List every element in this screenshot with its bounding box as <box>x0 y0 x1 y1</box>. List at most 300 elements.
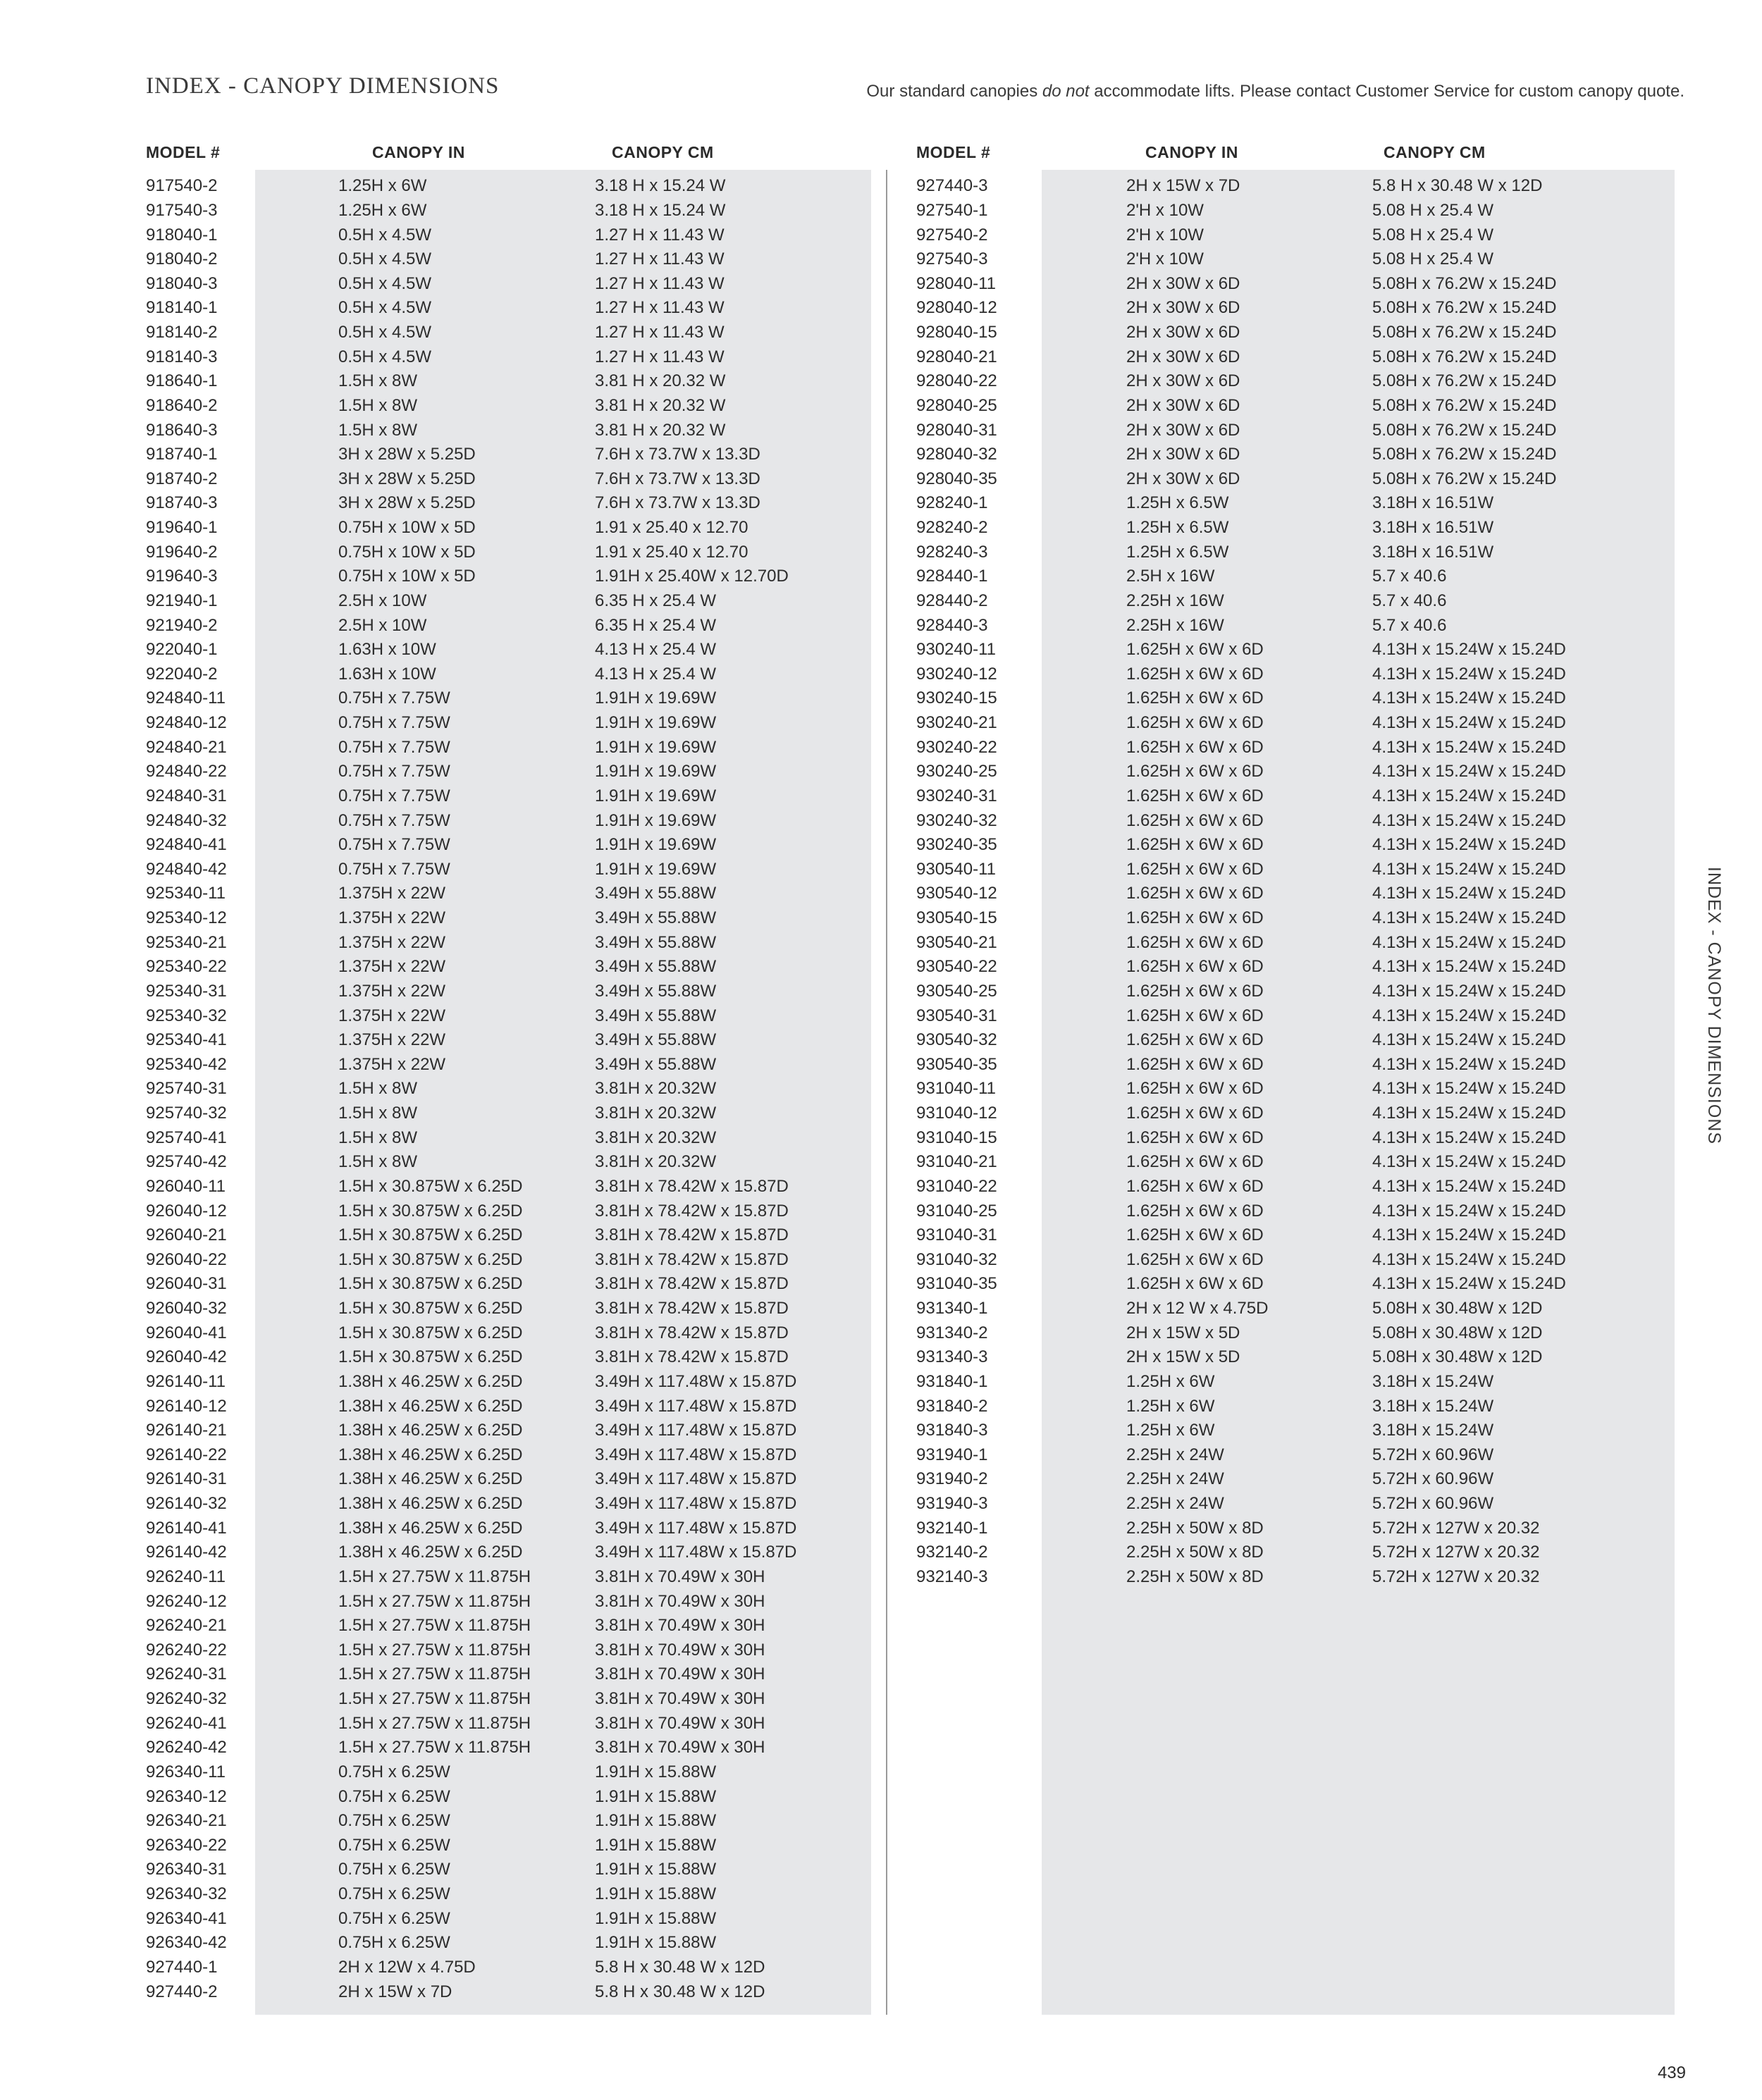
model-number: 926340-22 <box>146 1835 227 1855</box>
model-number: 926340-12 <box>146 1786 227 1806</box>
table-row <box>916 394 1670 419</box>
canopy-cm-value: 1.27 H x 11.43 W <box>595 273 725 293</box>
column-divider <box>886 170 887 2015</box>
canopy-in-value: 1.25H x 6W <box>338 200 427 220</box>
canopy-cm-value: 1.91H x 19.69W <box>595 810 717 830</box>
table-row <box>146 930 865 955</box>
model-number: 930540-25 <box>916 981 997 1001</box>
canopy-cm-value: 5.08H x 76.2W x 15.24D <box>1372 469 1557 488</box>
canopy-in-value: 1.38H x 46.25W x 6.25D <box>338 1421 523 1440</box>
canopy-cm-value: 3.49H x 117.48W x 15.87D <box>595 1445 797 1464</box>
model-number: 918640-1 <box>146 371 218 391</box>
canopy-cm-value: 5.08H x 76.2W x 15.24D <box>1372 445 1557 464</box>
canopy-in-value: 1.625H x 6W x 6D <box>1126 1054 1264 1074</box>
canopy-cm-value: 7.6H x 73.7W x 13.3D <box>595 445 760 464</box>
canopy-in-value: 2.25H x 16W <box>1126 591 1224 610</box>
canopy-cm-value: 1.91H x 15.88W <box>595 1908 717 1928</box>
model-number: 926240-11 <box>146 1567 226 1586</box>
canopy-in-value: 3H x 28W x 5.25D <box>338 469 476 488</box>
canopy-cm-value: 3.81H x 20.32W <box>595 1079 717 1099</box>
canopy-in-value: 0.75H x 7.75W <box>338 810 450 830</box>
canopy-cm-value: 5.08H x 30.48W x 12D <box>1372 1299 1543 1318</box>
canopy-cm-value: 3.18 H x 15.24 W <box>595 176 726 196</box>
canopy-cm-value: 5.08H x 30.48W x 12D <box>1372 1347 1543 1367</box>
table-row <box>146 564 865 589</box>
canopy-in-value: 1.38H x 46.25W x 6.25D <box>338 1445 523 1464</box>
table-row <box>146 1053 865 1077</box>
canopy-in-value: 1.5H x 8W <box>338 371 418 391</box>
model-number: 931840-1 <box>916 1371 988 1391</box>
canopy-in-value: 2.5H x 10W <box>338 615 427 635</box>
model-number: 918040-1 <box>146 225 218 245</box>
canopy-in-value: 0.75H x 6.25W <box>338 1786 450 1806</box>
table-row <box>146 418 865 443</box>
table-row <box>146 833 865 858</box>
table-row <box>146 1223 865 1248</box>
model-number: 924840-31 <box>146 786 227 805</box>
table-row <box>916 174 1670 199</box>
model-number: 928040-32 <box>916 445 997 464</box>
canopy-in-value: 1.5H x 30.875W x 6.25D <box>338 1323 523 1342</box>
note-emphasis: do not <box>1042 82 1090 101</box>
table-row <box>146 199 865 223</box>
model-number: 930240-21 <box>916 713 997 733</box>
model-number: 928040-15 <box>916 323 997 342</box>
table-row <box>916 1101 1670 1126</box>
canopy-in-value: 1.5H x 27.75W x 11.875H <box>338 1738 531 1758</box>
canopy-cm-value: 3.81H x 70.49W x 30H <box>595 1738 765 1758</box>
canopy-cm-value: 3.18H x 15.24W <box>1372 1396 1494 1416</box>
table-row <box>146 1809 865 1834</box>
table-row <box>146 1565 865 1590</box>
canopy-in-value: 1.38H x 46.25W x 6.25D <box>338 1371 523 1391</box>
canopy-in-value: 1.375H x 22W <box>338 932 446 952</box>
table-row <box>146 1419 865 1443</box>
table-row <box>146 1297 865 1321</box>
canopy-in-value: 2H x 15W x 5D <box>1126 1347 1240 1367</box>
canopy-in-value: 1.5H x 27.75W x 11.875H <box>338 1616 531 1636</box>
canopy-cm-value: 5.72H x 60.96W <box>1372 1469 1494 1489</box>
canopy-in-value: 3H x 28W x 5.25D <box>338 445 476 464</box>
model-number: 918740-2 <box>146 469 218 488</box>
canopy-in-value: 1.375H x 22W <box>338 1054 446 1074</box>
canopy-in-value: 2.25H x 50W x 8D <box>1126 1567 1264 1586</box>
canopy-cm-value: 3.49H x 55.88W <box>595 908 717 928</box>
table-row <box>146 1394 865 1419</box>
canopy-cm-value: 4.13H x 15.24W x 15.24D <box>1372 713 1566 733</box>
table-row <box>146 1125 865 1150</box>
model-number: 926140-11 <box>146 1371 226 1391</box>
table-row <box>146 662 865 687</box>
table-row <box>916 1003 1670 1028</box>
canopy-cm-value: 4.13H x 15.24W x 15.24D <box>1372 1006 1566 1025</box>
model-number: 919640-1 <box>146 518 218 538</box>
canopy-cm-value: 5.72H x 60.96W <box>1372 1494 1494 1514</box>
canopy-cm-value: 1.91H x 25.40W x 12.70D <box>595 567 789 586</box>
canopy-in-value: 0.75H x 6.25W <box>338 1933 450 1953</box>
canopy-cm-value: 4.13H x 15.24W x 15.24D <box>1372 1274 1566 1294</box>
canopy-cm-value: 6.35 H x 25.4 W <box>595 591 717 610</box>
canopy-in-value: 1.5H x 30.875W x 6.25D <box>338 1299 523 1318</box>
table-row <box>146 1858 865 1882</box>
canopy-cm-value: 4.13H x 15.24W x 15.24D <box>1372 762 1566 782</box>
canopy-cm-value: 3.49H x 117.48W x 15.87D <box>595 1421 797 1440</box>
table-row <box>146 467 865 492</box>
model-number: 932140-2 <box>916 1543 988 1562</box>
table-row <box>146 174 865 199</box>
canopy-in-value: 0.5H x 4.5W <box>338 225 432 245</box>
table-row <box>146 223 865 247</box>
model-number: 918140-2 <box>146 323 218 342</box>
canopy-cm-value: 4.13 H x 25.4 W <box>595 664 717 684</box>
canopy-in-value: 2'H x 10W <box>1126 249 1204 269</box>
model-number: 928040-21 <box>916 347 997 366</box>
canopy-cm-value: 5.08H x 76.2W x 15.24D <box>1372 273 1557 293</box>
model-number: 931040-15 <box>916 1128 997 1147</box>
table-row <box>916 1443 1670 1468</box>
canopy-in-value: 1.5H x 27.75W x 11.875H <box>338 1567 531 1586</box>
model-number: 928240-2 <box>916 518 988 538</box>
table-row <box>146 808 865 833</box>
canopy-in-value: 2.25H x 24W <box>1126 1445 1224 1464</box>
model-number: 925340-32 <box>146 1006 227 1025</box>
model-number: 930540-12 <box>916 884 997 903</box>
table-row <box>916 1248 1670 1273</box>
table-row <box>916 1565 1670 1590</box>
table-row <box>916 686 1670 711</box>
canopy-in-value: 2H x 15W x 5D <box>1126 1323 1240 1342</box>
canopy-in-value: 0.5H x 4.5W <box>338 249 432 269</box>
canopy-cm-value: 3.18 H x 15.24 W <box>595 200 726 220</box>
model-number: 931940-1 <box>916 1445 988 1464</box>
model-number: 930240-12 <box>916 664 997 684</box>
canopy-in-value: 1.625H x 6W x 6D <box>1126 762 1264 782</box>
table-row <box>146 1272 865 1297</box>
table-row <box>146 540 865 564</box>
table-row <box>146 272 865 297</box>
canopy-in-value: 0.5H x 4.5W <box>338 298 432 318</box>
canopy-in-value: 1.5H x 8W <box>338 1128 418 1147</box>
canopy-cm-value: 3.81H x 70.49W x 30H <box>595 1591 765 1611</box>
canopy-cm-value: 4.13H x 15.24W x 15.24D <box>1372 1225 1566 1245</box>
canopy-in-value: 1.25H x 6W <box>338 176 427 196</box>
canopy-in-value: 2.25H x 24W <box>1126 1494 1224 1514</box>
table-row <box>146 1736 865 1760</box>
model-number: 926340-21 <box>146 1811 227 1831</box>
model-number: 925740-31 <box>146 1079 227 1099</box>
canopy-cm-value: 1.27 H x 11.43 W <box>595 347 725 366</box>
model-number: 930240-32 <box>916 810 997 830</box>
canopy-cm-value: 5.08 H x 25.4 W <box>1372 249 1494 269</box>
table-row <box>146 1443 865 1468</box>
model-number: 930540-32 <box>916 1030 997 1050</box>
canopy-cm-value: 3.81H x 78.42W x 15.87D <box>595 1347 789 1367</box>
model-number: 926040-32 <box>146 1299 227 1318</box>
canopy-in-value: 2H x 30W x 6D <box>1126 445 1240 464</box>
canopy-in-value: 1.5H x 27.75W x 11.875H <box>338 1591 531 1611</box>
canopy-in-value: 3H x 28W x 5.25D <box>338 493 476 513</box>
table-row <box>146 980 865 1004</box>
table-row <box>916 369 1670 394</box>
model-number: 928440-3 <box>916 615 988 635</box>
canopy-cm-value: 3.18H x 15.24W <box>1372 1371 1494 1391</box>
canopy-cm-value: 4.13H x 15.24W x 15.24D <box>1372 908 1566 928</box>
model-number: 926340-31 <box>146 1860 227 1879</box>
model-number: 925740-41 <box>146 1128 227 1147</box>
table-row <box>916 223 1670 247</box>
table-row <box>146 369 865 394</box>
canopy-in-value: 1.625H x 6W x 6D <box>1126 688 1264 708</box>
canopy-in-value: 2H x 12 W x 4.75D <box>1126 1299 1269 1318</box>
canopy-cm-value: 1.91H x 15.88W <box>595 1933 717 1953</box>
model-number: 928240-3 <box>916 542 988 562</box>
canopy-cm-value: 1.91H x 19.69W <box>595 835 717 855</box>
canopy-cm-value: 3.81 H x 20.32 W <box>595 371 726 391</box>
canopy-cm-value: 4.13H x 15.24W x 15.24D <box>1372 932 1566 952</box>
table-row <box>916 296 1670 321</box>
canopy-cm-value: 5.8 H x 30.48 W x 12D <box>1372 176 1543 196</box>
canopy-cm-value: 1.91H x 19.69W <box>595 713 717 733</box>
canopy-in-value: 1.5H x 8W <box>338 1104 418 1123</box>
table-row <box>146 1614 865 1638</box>
canopy-cm-value: 3.81H x 70.49W x 30H <box>595 1640 765 1660</box>
model-number: 918040-3 <box>146 273 218 293</box>
canopy-cm-value: 5.08 H x 25.4 W <box>1372 225 1494 245</box>
canopy-cm-value: 1.91H x 19.69W <box>595 859 717 879</box>
model-number: 930240-11 <box>916 640 996 660</box>
canopy-in-value: 2'H x 10W <box>1126 200 1204 220</box>
canopy-in-value: 2H x 30W x 6D <box>1126 273 1240 293</box>
canopy-in-value: 1.25H x 6W <box>1126 1396 1215 1416</box>
model-number: 927440-2 <box>146 1982 218 2001</box>
model-number: 919640-3 <box>146 567 218 586</box>
table-row <box>146 638 865 662</box>
model-number: 930240-31 <box>916 786 997 805</box>
table-row <box>146 1028 865 1053</box>
canopy-cm-value: 6.35 H x 25.4 W <box>595 615 717 635</box>
model-number: 928440-2 <box>916 591 988 610</box>
canopy-in-value: 1.375H x 22W <box>338 1006 446 1025</box>
canopy-in-value: 0.75H x 6.25W <box>338 1860 450 1879</box>
canopy-in-value: 1.63H x 10W <box>338 664 436 684</box>
canopy-in-value: 2H x 30W x 6D <box>1126 371 1240 391</box>
table-row <box>916 418 1670 443</box>
table-row <box>916 345 1670 369</box>
model-number: 926140-21 <box>146 1421 227 1440</box>
canopy-cm-value: 1.27 H x 11.43 W <box>595 323 725 342</box>
canopy-in-value: 0.75H x 7.75W <box>338 713 450 733</box>
page-title: INDEX - CANOPY DIMENSIONS <box>146 73 500 99</box>
table-row <box>916 564 1670 589</box>
canopy-cm-value: 3.81H x 78.42W x 15.87D <box>595 1249 789 1269</box>
canopy-cm-value: 5.72H x 127W x 20.32 <box>1372 1567 1540 1586</box>
page-number: 439 <box>1657 2063 1686 2082</box>
canopy-cm-value: 4.13H x 15.24W x 15.24D <box>1372 737 1566 757</box>
canopy-cm-value: 5.8 H x 30.48 W x 12D <box>595 1982 765 2001</box>
model-number: 925740-32 <box>146 1104 227 1123</box>
canopy-in-value: 1.625H x 6W x 6D <box>1126 1128 1264 1147</box>
canopy-cm-value: 4.13H x 15.24W x 15.24D <box>1372 1176 1566 1196</box>
table-row <box>916 443 1670 467</box>
canopy-in-value: 1.625H x 6W x 6D <box>1126 1079 1264 1099</box>
canopy-in-value: 0.5H x 4.5W <box>338 347 432 366</box>
table-row <box>916 1394 1670 1419</box>
model-number: 924840-21 <box>146 737 227 757</box>
canopy-in-value: 2H x 30W x 6D <box>1126 347 1240 366</box>
table-row <box>146 1589 865 1614</box>
model-number: 926140-12 <box>146 1396 227 1416</box>
canopy-in-value: 1.625H x 6W x 6D <box>1126 737 1264 757</box>
table-row <box>146 1150 865 1175</box>
model-number: 931040-11 <box>916 1079 996 1099</box>
model-number: 924840-12 <box>146 713 227 733</box>
model-number: 926140-22 <box>146 1445 227 1464</box>
canopy-in-value: 1.625H x 6W x 6D <box>1126 1274 1264 1294</box>
canopy-cm-value: 7.6H x 73.7W x 13.3D <box>595 469 760 488</box>
table-row <box>916 808 1670 833</box>
model-number: 932140-1 <box>916 1518 988 1538</box>
canopy-cm-value: 4.13H x 15.24W x 15.24D <box>1372 1249 1566 1269</box>
model-number: 931940-2 <box>916 1469 988 1489</box>
canopy-cm-value: 4.13H x 15.24W x 15.24D <box>1372 1079 1566 1099</box>
canopy-cm-value: 7.6H x 73.7W x 13.3D <box>595 493 760 513</box>
model-number: 926140-31 <box>146 1469 227 1489</box>
canopy-cm-value: 1.91H x 19.69W <box>595 688 717 708</box>
table-row <box>916 1492 1670 1517</box>
model-number: 931340-2 <box>916 1323 988 1342</box>
model-number: 931840-2 <box>916 1396 988 1416</box>
model-number: 926040-22 <box>146 1249 227 1269</box>
table-row <box>916 272 1670 297</box>
canopy-in-value: 0.75H x 6.25W <box>338 1835 450 1855</box>
model-number: 924840-32 <box>146 810 227 830</box>
model-number: 932140-3 <box>916 1567 988 1586</box>
model-number: 930540-11 <box>916 859 996 879</box>
table-row <box>916 784 1670 809</box>
note-prefix: Our standard canopies <box>866 82 1042 101</box>
canopy-in-value: 1.625H x 6W x 6D <box>1126 981 1264 1001</box>
canopy-in-value: 1.625H x 6W x 6D <box>1126 1104 1264 1123</box>
canopy-cm-value: 3.81H x 20.32W <box>595 1152 717 1172</box>
canopy-in-value: 1.5H x 30.875W x 6.25D <box>338 1274 523 1294</box>
canopy-cm-value: 5.7 x 40.6 <box>1372 615 1447 635</box>
canopy-in-value: 1.5H x 8W <box>338 1152 418 1172</box>
canopy-in-value: 2.25H x 16W <box>1126 615 1224 635</box>
table-row <box>916 516 1670 541</box>
model-number: 926240-31 <box>146 1664 227 1684</box>
canopy-cm-value: 3.81H x 78.42W x 15.87D <box>595 1299 789 1318</box>
table-row <box>146 1931 865 1956</box>
canopy-cm-value: 3.18H x 15.24W <box>1372 1421 1494 1440</box>
canopy-in-value: 2'H x 10W <box>1126 225 1204 245</box>
canopy-in-value: 1.625H x 6W x 6D <box>1126 859 1264 879</box>
canopy-cm-value: 3.49H x 117.48W x 15.87D <box>595 1469 797 1489</box>
table-row <box>916 711 1670 736</box>
canopy-in-value: 1.625H x 6W x 6D <box>1126 1152 1264 1172</box>
table-row <box>146 516 865 541</box>
canopy-in-value: 1.625H x 6W x 6D <box>1126 1249 1264 1269</box>
model-number: 926340-41 <box>146 1908 227 1928</box>
model-number: 924840-22 <box>146 762 227 782</box>
canopy-in-value: 2.25H x 24W <box>1126 1469 1224 1489</box>
table-row <box>916 1199 1670 1223</box>
table-row <box>916 540 1670 564</box>
table-row <box>916 1175 1670 1199</box>
canopy-in-value: 1.5H x 8W <box>338 1079 418 1099</box>
canopy-in-value: 1.5H x 8W <box>338 395 418 415</box>
canopy-cm-value: 4.13H x 15.24W x 15.24D <box>1372 1054 1566 1074</box>
table-row <box>916 735 1670 760</box>
canopy-in-value: 0.75H x 6.25W <box>338 1811 450 1831</box>
canopy-cm-value: 4.13H x 15.24W x 15.24D <box>1372 981 1566 1001</box>
canopy-in-value: 1.38H x 46.25W x 6.25D <box>338 1494 523 1514</box>
canopy-cm-value: 5.08H x 30.48W x 12D <box>1372 1323 1543 1342</box>
model-number: 927540-3 <box>916 249 988 269</box>
table-row <box>146 1711 865 1736</box>
canopy-cm-value: 5.72H x 127W x 20.32 <box>1372 1543 1540 1562</box>
model-number: 926240-42 <box>146 1738 227 1758</box>
canopy-cm-value: 3.49H x 55.88W <box>595 957 717 977</box>
canopy-in-value: 1.5H x 27.75W x 11.875H <box>338 1689 531 1709</box>
model-number: 931040-32 <box>916 1249 997 1269</box>
canopy-cm-value: 3.81H x 78.42W x 15.87D <box>595 1323 789 1342</box>
model-number: 928040-31 <box>916 420 997 440</box>
model-number: 930540-15 <box>916 908 997 928</box>
model-number: 931040-22 <box>916 1176 997 1196</box>
model-number: 918640-2 <box>146 395 218 415</box>
canopy-in-value: 1.25H x 6.5W <box>1126 518 1229 538</box>
model-number: 917540-2 <box>146 176 218 196</box>
canopy-cm-value: 3.49H x 117.48W x 15.87D <box>595 1494 797 1514</box>
table-row <box>916 1028 1670 1053</box>
model-number: 931340-1 <box>916 1299 988 1318</box>
table-row <box>916 1223 1670 1248</box>
model-number: 927440-1 <box>146 1957 218 1977</box>
canopy-cm-value: 1.91H x 15.88W <box>595 1860 717 1879</box>
canopy-in-value: 1.375H x 22W <box>338 884 446 903</box>
table-row <box>146 858 865 882</box>
left-table <box>146 174 865 2004</box>
canopy-cm-value: 4.13H x 15.24W x 15.24D <box>1372 786 1566 805</box>
table-row <box>146 760 865 784</box>
table-row <box>146 1345 865 1370</box>
model-number: 918140-1 <box>146 298 218 318</box>
canopy-cm-value: 1.91 x 25.40 x 12.70 <box>595 542 748 562</box>
model-number: 922040-1 <box>146 640 218 660</box>
canopy-in-value: 0.75H x 10W x 5D <box>338 518 476 538</box>
table-row <box>146 1687 865 1712</box>
model-number: 926240-22 <box>146 1640 227 1660</box>
right-header-canopy-in: CANOPY IN <box>1145 143 1238 161</box>
canopy-in-value: 1.625H x 6W x 6D <box>1126 664 1264 684</box>
model-number: 926240-32 <box>146 1689 227 1709</box>
model-number: 930540-21 <box>916 932 997 952</box>
canopy-cm-value: 1.27 H x 11.43 W <box>595 225 725 245</box>
table-row <box>916 1077 1670 1101</box>
model-number: 925340-41 <box>146 1030 227 1050</box>
table-row <box>916 1516 1670 1540</box>
canopy-cm-value: 3.49H x 55.88W <box>595 1054 717 1074</box>
table-row <box>146 1175 865 1199</box>
model-number: 926040-41 <box>146 1323 227 1342</box>
canopy-in-value: 1.5H x 27.75W x 11.875H <box>338 1713 531 1733</box>
canopy-in-value: 2H x 15W x 7D <box>1126 176 1240 196</box>
model-number: 927440-3 <box>916 176 988 196</box>
canopy-in-value: 1.625H x 6W x 6D <box>1126 713 1264 733</box>
model-number: 925340-12 <box>146 908 227 928</box>
model-number: 928440-1 <box>916 567 988 586</box>
table-row <box>916 930 1670 955</box>
